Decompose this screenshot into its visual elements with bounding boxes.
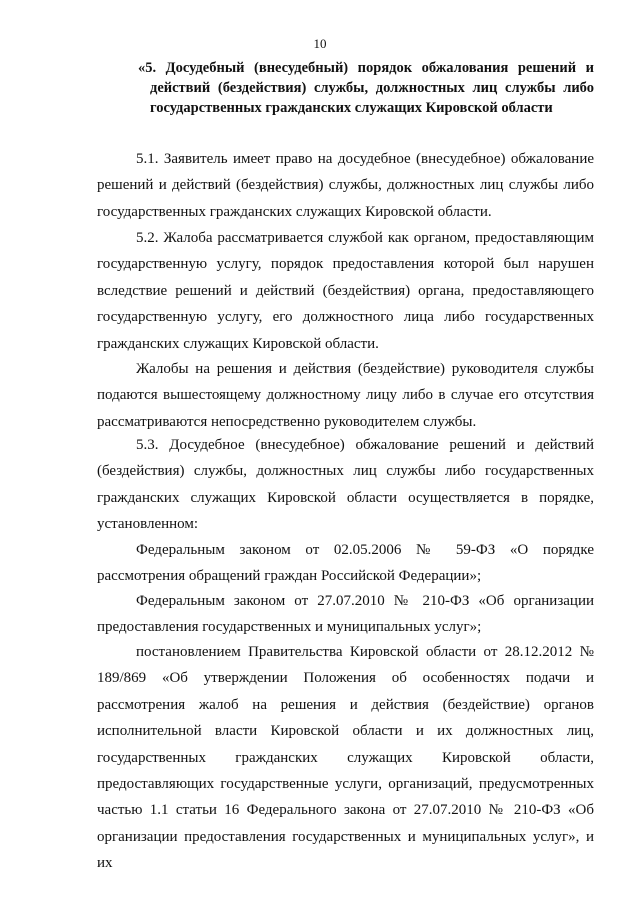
paragraph-5-1: 5.1. Заявитель имеет право на досудебное (внесудебное) обжалование решений и действий (бездействия) службы, должностных лиц службы либо государственных гражданских служащих Кировской области. [97, 151, 594, 220]
paragraph-5-2: 5.2. Жалоба рассматривается службой как органом, предоставляющим государственную услугу, порядок предоставления которой был нарушен вследствие решений и действий (бездействия) органа, предоставляющего государственную услугу, его должностного лица либо государственных гражданских служащих Кировской области. [97, 230, 594, 352]
paragraph-law-59fz: Федеральным законом от 02.05.2006 № 59-ФЗ «О порядке рассмотрения обращений граждан Российской Федерации»; [97, 542, 594, 585]
paragraph-5-3: 5.3. Досудебное (внесудебное) обжалование решений и действий (бездействия) службы, должностных лиц службы либо государственных гражданских служащих Кировской области осуществляется в порядке, установленном: [97, 437, 594, 533]
page-number: 10 [313, 36, 327, 51]
paragraph-law-210fz: Федеральным законом от 27.07.2010 № 210-ФЗ «Об организации предоставления государственных и муниципальных услуг»; [97, 593, 594, 636]
paragraph-resolution: постановлением Правительства Кировской области от 28.12.2012 № 189/869 «Об утверждении Положения об особенностях подачи и рассмотрения жалоб на решения и действия (бездействие) органов исполнительной власти Кировской области и их должностных лиц, государственных гражданских служащих Кировской области, предоставляющих государственные услуги, организаций, предусмотренных частью 1.1 статьи 16 Федерального закона от 27.07.2010 № 210-ФЗ «Об организации предоставления государственных и муниципальных услуг», и их [97, 644, 594, 872]
section-heading: «5. Досудебный (внесудебный) порядок обжалования решений и действий (бездействия) службы, должностных лиц службы либо государственных гражданских служащих Кировской области [138, 60, 594, 116]
paragraph-complaints-head: Жалобы на решения и действия (бездействие) руководителя службы подаются вышестоящему должностному лицу либо в случае его отсутствия рассматриваются непосредственно руководителем службы. [97, 361, 594, 430]
